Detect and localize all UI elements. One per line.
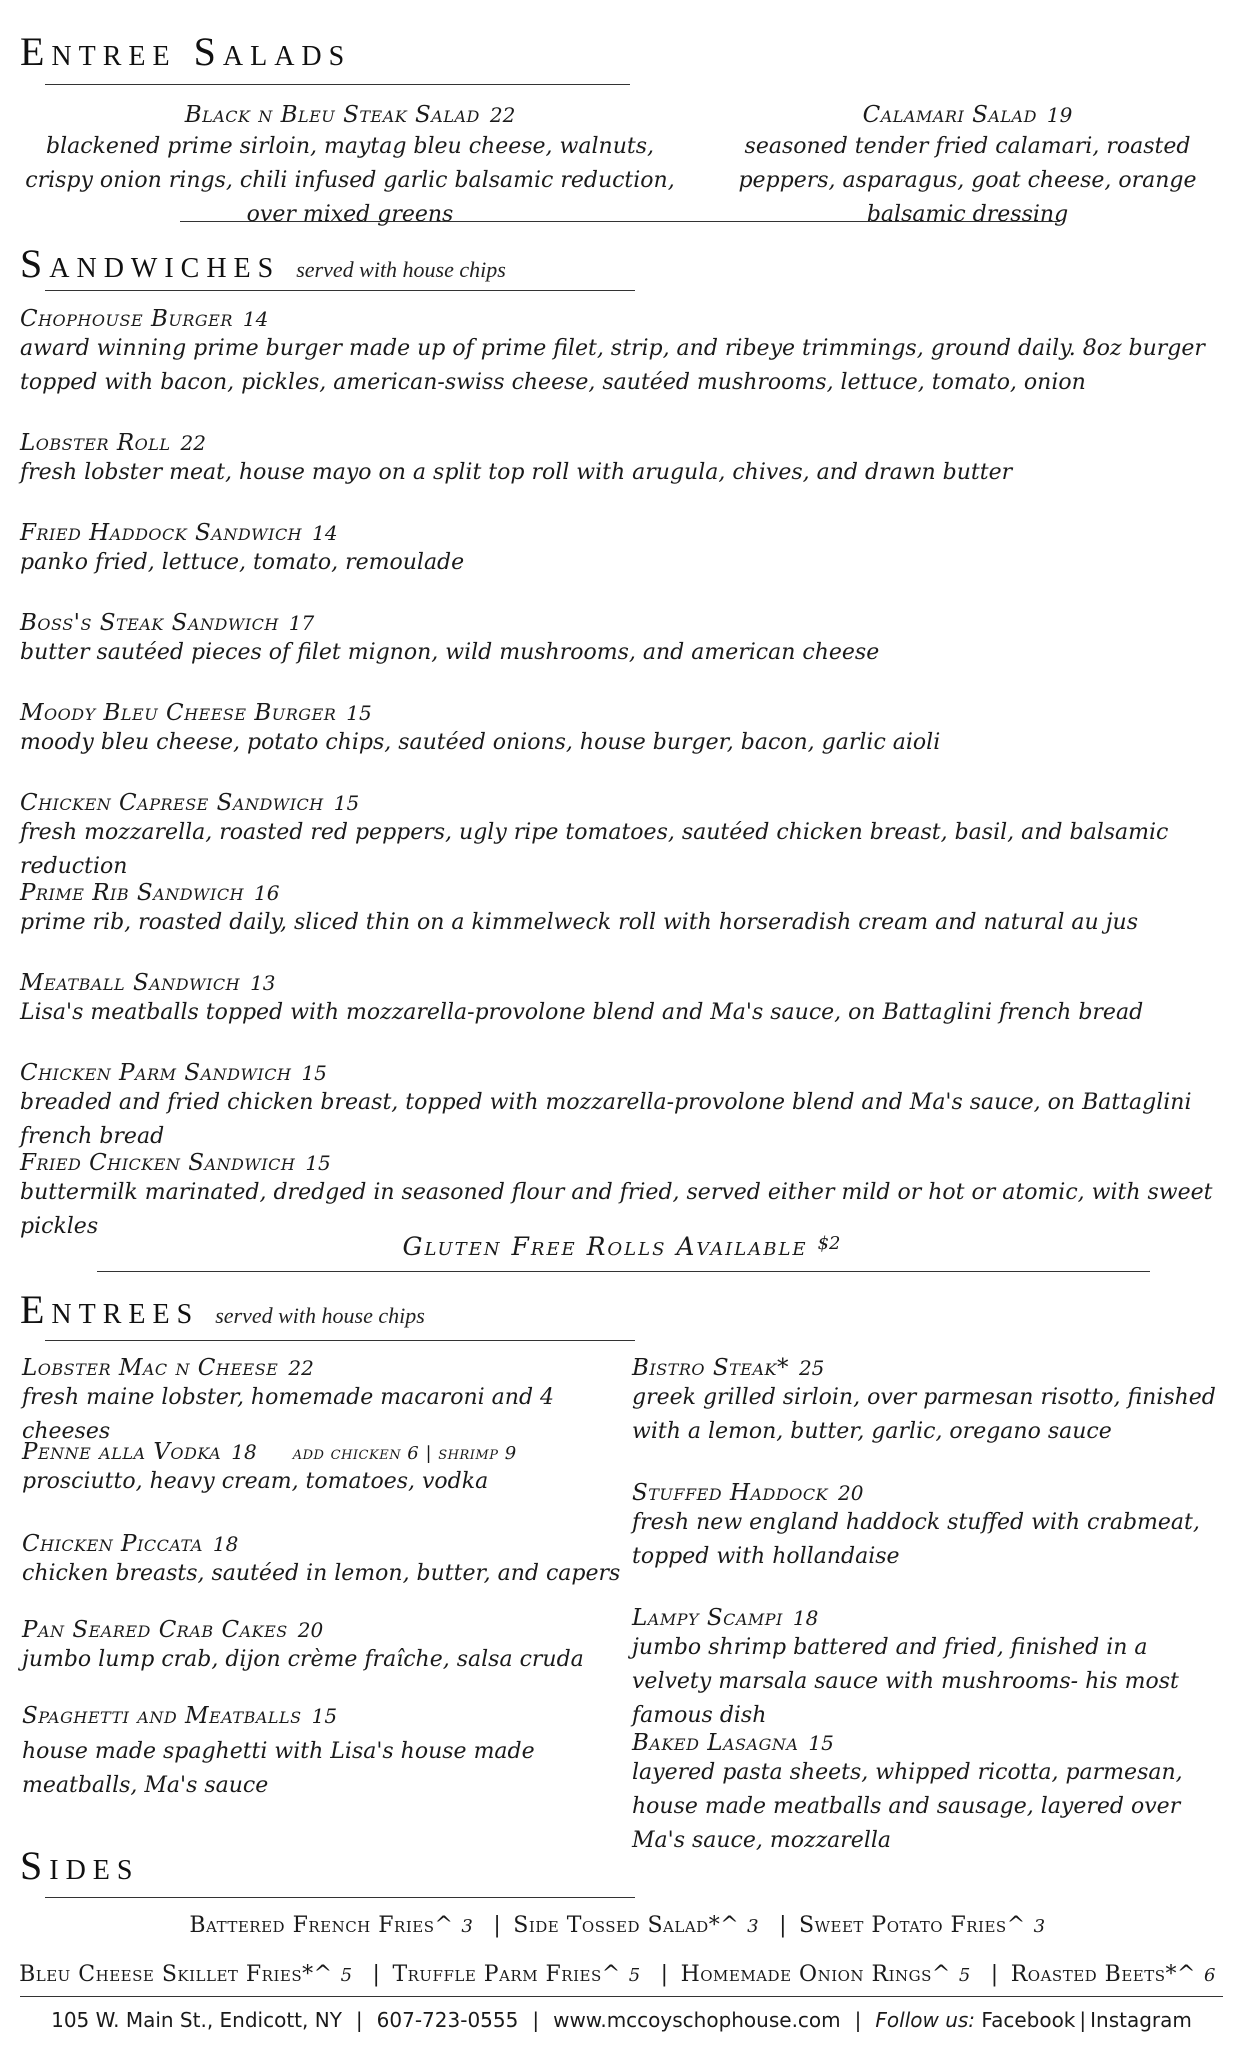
item-name: Boss's Steak Sandwich [20, 610, 279, 636]
list-item [20, 700, 1220, 790]
item-price: 13 [250, 971, 276, 995]
item-price: 20 [838, 1481, 864, 1505]
side-name: Roasted Beets*^ [1010, 1962, 1196, 1987]
item-price: 14 [312, 521, 338, 545]
list-item [22, 1531, 622, 1617]
gluten-divider [97, 1271, 1150, 1272]
salad-item [715, 102, 1220, 232]
side-name: Side Tossed Salad*^ [513, 1913, 740, 1938]
list-item [632, 1355, 1222, 1480]
entrees-rule [45, 1340, 635, 1341]
side-name: Battered French Fries^ [189, 1913, 454, 1938]
item-desc: jumbo shrimp battered and fried, finished in a velvety marsala sauce with mushrooms- his most famous dish [632, 1635, 1179, 1728]
item-desc: buttermilk marinated, dredged in seasoned flour and fried, served either mild or hot or atomic, with sweet pickles [20, 1180, 1213, 1239]
sides-title: Sides [20, 1843, 140, 1888]
footer-address: 105 W. Main St., Endicott, NY [51, 2008, 342, 2032]
salad-item [20, 102, 680, 232]
item-name: Bistro Steak* [632, 1355, 789, 1381]
side-price: 3 [461, 1916, 474, 1937]
item-name: Fried Chicken Sandwich [20, 1150, 296, 1176]
footer-follow-label: Follow us: [875, 2008, 976, 2032]
item-desc: fresh maine lobster, homemade macaroni and 4 cheeses [22, 1385, 555, 1444]
list-item [20, 610, 1220, 700]
footer-instagram-link[interactable]: Instagram [1090, 2008, 1192, 2032]
item-name: Calamari Salad [862, 102, 1037, 128]
salad-divider [180, 221, 1060, 222]
list-item [20, 1060, 1220, 1150]
side-price: 6 [1203, 1965, 1216, 1986]
list-item [20, 790, 1220, 880]
item-price: 15 [808, 1731, 834, 1755]
item-desc: blackened prime sirloin, maytag bleu cheese, walnuts, crispy onion rings, chili infused garlic balsamic reduction, over mixed greens [25, 134, 675, 227]
item-desc: layered pasta sheets, whipped ricotta, parmesan, house made meatballs and sausage, layered over Ma's sauce, mozzarella [632, 1760, 1183, 1853]
side-price: 5 [958, 1965, 971, 1986]
item-desc: greek grilled sirloin, over parmesan risotto, finished with a lemon, butter, garlic, oregano sauce [632, 1385, 1216, 1444]
item-name: Chicken Caprese Sandwich [20, 790, 324, 816]
list-item [22, 1617, 622, 1703]
list-item [22, 1355, 622, 1444]
entree-salads-title: Entree Salads [20, 29, 352, 74]
sides-row-2: Bleu Cheese Skillet Fries*^ 5 | Truffle Parm Fries^ 5 | Homemade Onion Rings^ 5 | Roasted Beets*^ 6 [19, 1962, 1216, 1987]
list-item [20, 306, 1220, 396]
item-desc: breaded and fried chicken breast, topped with mozzarella-provolone blend and Ma's sauce, on Battaglini french bread [20, 1090, 1192, 1149]
footer-website[interactable]: www.mccoyschophouse.com [553, 2008, 841, 2032]
item-desc: panko fried, lettuce, tomato, remoulade [20, 550, 465, 575]
entrees-note: served with house chips [215, 1303, 425, 1328]
item-price: 15 [305, 1151, 331, 1175]
footer-rule [20, 1996, 1223, 1997]
item-price: 18 [231, 1440, 257, 1464]
item-price: 15 [311, 1704, 338, 1728]
list-item [20, 970, 1220, 1060]
entrees-right-column [632, 1355, 1222, 1855]
sandwiches-rule [45, 290, 635, 291]
side-name: Sweet Potato Fries^ [799, 1913, 1026, 1938]
list-item [22, 1439, 622, 1531]
list-item [20, 1150, 1220, 1239]
item-name: Baked Lasagna [632, 1730, 799, 1756]
list-item [22, 1703, 622, 1813]
item-price: 15 [333, 791, 360, 815]
list-item [20, 880, 1220, 970]
list-item [632, 1605, 1222, 1730]
sandwiches-title-text: Sandwiches [20, 241, 281, 286]
item-name: Chophouse Burger [20, 306, 233, 332]
footer-facebook-link[interactable]: Facebook [981, 2008, 1076, 2032]
side-price: 5 [340, 1965, 353, 1986]
gluten-free-note [0, 1232, 1243, 1261]
entrees-title [20, 1286, 425, 1333]
item-price: 15 [346, 701, 372, 725]
item-price: 20 [297, 1618, 324, 1642]
gluten-free-price: $2 [817, 1232, 841, 1254]
item-name: Black n Bleu Steak Salad [184, 102, 480, 128]
sandwich-list [20, 306, 1220, 1239]
sandwiches-note: served with house chips [296, 257, 506, 282]
entrees-left-column [22, 1355, 622, 1813]
item-name: Lobster Roll [20, 430, 171, 456]
item-name: Moody Bleu Cheese Burger [20, 700, 337, 726]
item-price: 22 [489, 103, 516, 127]
item-price: 15 [301, 1061, 327, 1085]
item-desc: chicken breasts, sautéed in lemon, butter, and capers [22, 1561, 621, 1586]
footer-phone[interactable]: 607-723-0555 [376, 2008, 519, 2032]
item-desc: fresh new england haddock stuffed with crabmeat, topped with hollandaise [632, 1510, 1200, 1569]
item-name: Meatball Sandwich [20, 970, 241, 996]
list-item [632, 1480, 1222, 1605]
addon-options: add chicken 6 | shrimp 9 [292, 1443, 517, 1464]
item-name: Fried Haddock Sandwich [20, 520, 303, 546]
item-price: 18 [212, 1532, 239, 1556]
item-name: Lampy Scampi [632, 1605, 783, 1631]
footer: 105 W. Main St., Endicott, NY | 607-723-0555 | www.mccoyschophouse.com | Follow us: Facebook | Instagram [51, 2008, 1192, 2032]
gluten-free-text: Gluten Free Rolls Available [402, 1232, 808, 1261]
item-name: Penne alla Vodka [22, 1439, 222, 1465]
item-desc: butter sautéed pieces of filet mignon, wild mushrooms, and american cheese [20, 640, 880, 665]
entrees-title-text: Entrees [20, 1287, 200, 1332]
entree-salads-rule [45, 84, 630, 85]
item-name: Chicken Parm Sandwich [20, 1060, 292, 1086]
item-price: 14 [242, 307, 269, 331]
item-desc: prime rib, roasted daily, sliced thin on a kimmelweck roll with horseradish cream and natural au jus [20, 910, 1138, 935]
item-name: Pan Seared Crab Cakes [22, 1617, 288, 1643]
side-name: Truffle Parm Fries^ [392, 1962, 621, 1987]
item-desc: seasoned tender fried calamari, roasted peppers, asparagus, goat cheese, orange balsamic dressing [738, 134, 1197, 227]
side-name: Bleu Cheese Skillet Fries*^ [19, 1962, 333, 1987]
item-name: Chicken Piccata [22, 1531, 203, 1557]
item-desc: house made spaghetti with Lisa's house made meatballs, Ma's sauce [22, 1739, 535, 1798]
item-desc: fresh lobster meat, house mayo on a split top roll with arugula, chives, and drawn butter [20, 460, 1013, 485]
item-price: 22 [180, 431, 206, 455]
sides-rule [45, 1897, 635, 1898]
sandwiches-title [20, 240, 506, 287]
item-desc: prosciutto, heavy cream, tomatoes, vodka [22, 1469, 489, 1494]
item-name: Stuffed Haddock [632, 1480, 829, 1506]
item-desc: jumbo lump crab, dijon crème fraîche, salsa cruda [22, 1647, 584, 1672]
list-item [20, 520, 1220, 610]
item-name: Spaghetti and Meatballs [22, 1703, 302, 1729]
sides-row-1: Battered French Fries^ 3 | Side Tossed Salad*^ 3 | Sweet Potato Fries^ 3 [189, 1913, 1046, 1938]
item-price: 25 [798, 1356, 825, 1380]
item-price: 19 [1046, 103, 1073, 127]
item-name: Prime Rib Sandwich [20, 880, 245, 906]
side-price: 3 [1033, 1916, 1046, 1937]
side-price: 5 [628, 1965, 641, 1986]
item-price: 18 [792, 1606, 819, 1630]
item-desc: fresh mozzarella, roasted red peppers, ugly ripe tomatoes, sautéed chicken breast, basil, and balsamic reduction [20, 820, 1169, 879]
side-price: 3 [747, 1916, 760, 1937]
item-name: Lobster Mac n Cheese [22, 1355, 279, 1381]
item-price: 16 [254, 881, 280, 905]
list-item [20, 430, 1220, 520]
list-item [632, 1730, 1222, 1855]
item-desc: award winning prime burger made up of prime filet, strip, and ribeye trimmings, ground daily. 8oz burger topped with bacon, pickles, american-swiss cheese, sautéed mushrooms, lettuce, tomato, onion [20, 336, 1205, 395]
side-name: Homemade Onion Rings^ [680, 1962, 951, 1987]
item-price: 17 [288, 611, 315, 635]
item-price: 22 [288, 1356, 314, 1380]
item-desc: Lisa's meatballs topped with mozzarella-provolone blend and Ma's sauce, on Battaglini french bread [20, 1000, 1144, 1025]
item-desc: moody bleu cheese, potato chips, sautéed onions, house burger, bacon, garlic aioli [20, 730, 941, 755]
